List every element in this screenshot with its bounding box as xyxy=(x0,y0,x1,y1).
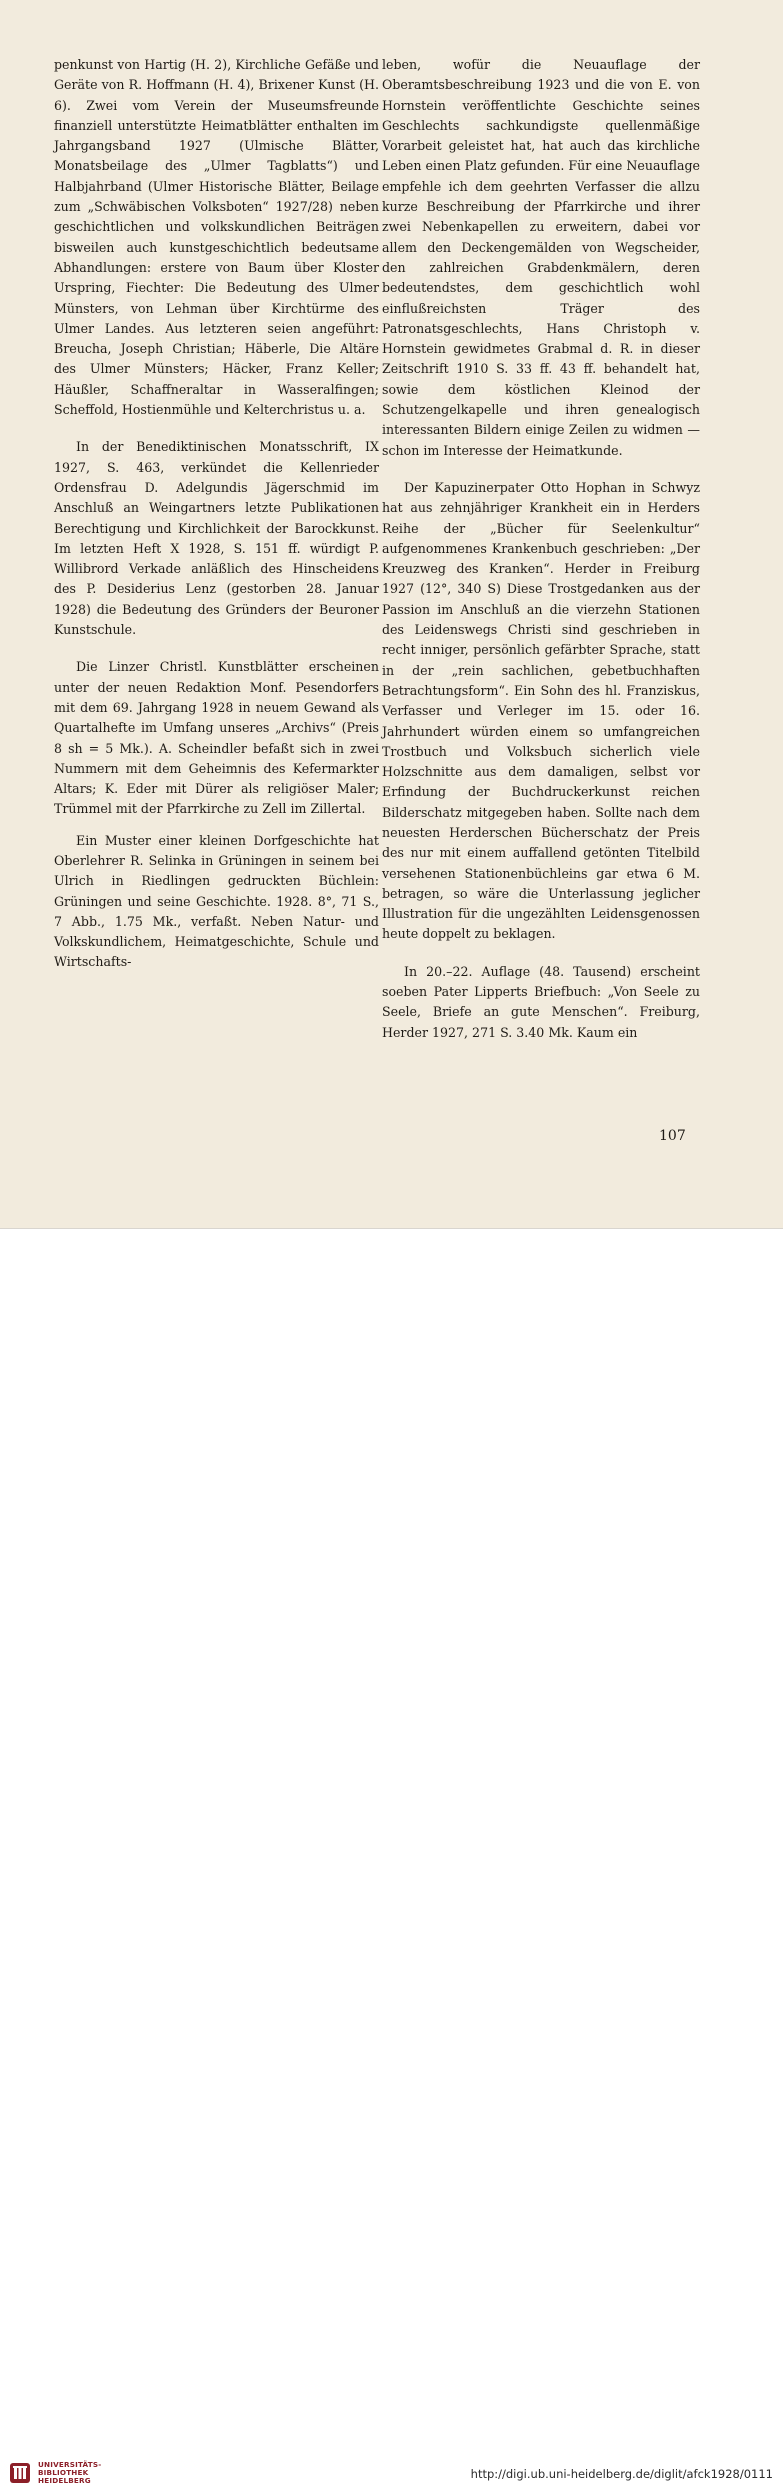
scanned-page xyxy=(0,0,783,1228)
library-name-line: BIBLIOTHEK xyxy=(38,2468,89,2478)
paragraph-left-1: penkunst von Hartig (H. 2), Kirchliche Gefäße und Geräte von R. Hoffmann (H. 4), Brixener Kunst (H. 6). Zwei vom Verein der Museumsfreunde finanziell unterstützte Heimatblätter enthalten im Jahrgangsband 1927 (Ulmische Blätter, Monatsbeilage des „Ulmer Tagblatts“) und Halbjahrband (Ulmer Historische Blätter, Beilage zum „Schwäbischen Volksboten“ 1927/28) neben geschichtlichen und volkskundlichen Beiträgen bisweilen auch kunstgeschichtlich bedeutsame Abhandlungen: erstere von Baum über Kloster Urspring, Fiechter: Die Bedeutung des Ulmer Münsters, von Lehman über Kirchtürme des Ulmer Landes. Aus letzteren seien angeführt: Breucha, Joseph Christian; Häberle, Die Altäre des Ulmer Münsters; Häcker, Franz Keller; Häußler, Schaffneraltar in Wasseralfingen; Scheffold, Hostienmühle und Kelterchristus u. a. xyxy=(54,57,379,418)
paragraph-left-3: Die Linzer Christl. Kunstblätter erscheinen unter der neuen Redaktion Monf. Pesendorfers mit dem 69. Jahrgang 1928 in neuem Gewand als Quartalhefte im Umfang unseres „Archivs“ (Preis 8 sh = 5 Mk.). A. Scheindler befaßt sich in zwei Nummern mit dem Geheimnis des Kefermarkter Altars; K. Eder mit Dürer als religiöser Maler; Trümmel mit der Pfarrkirche zu Zell im Zillertal. xyxy=(54,659,379,817)
right-text-column xyxy=(382,55,700,1043)
paragraph-right-3: In 20.–22. Auflage (48. Tausend) erscheint soeben Pater Lipperts Briefbuch: „Von Seele zu Seele, Briefe an gute Menschen“. Freiburg, Herder 1927, 271 S. 3.40 Mk. Kaum ein xyxy=(382,963,700,1040)
paragraph-left-4: Ein Muster einer kleinen Dorfgeschichte hat Oberlehrer R. Selinka in Grüningen in seinem bei Ulrich in Riedlingen gedruckten Büchlein: Grüningen und seine Geschichte. 1928. 8°, 71 S., 7 Abb., 1.75 Mk., verfaßt. Neben Natur- und Volkskundlichem, Heimatgeschichte, Schule und Wirtschafts- xyxy=(54,832,379,970)
paragraph-right-2: Der Kapuzinerpater Otto Hophan in Schwyz hat aus zehnjähriger Krankheit ein in Herders Reihe der „Bücher für Seelenkultur“ aufgenommenes Krankenbuch geschrieben: „Der Kreuzweg des Kranken“. Herder in Freiburg 1927 (12°, 340 S) Diese Trostgedanken aus der Passion im Anschluß an die vierzehn Stationen des Leidenswegs Christi sind geschrieben in recht inniger, persönlich gefärbter Sprache, statt in der „rein sachlichen, gebetbuchhaften Betrachtungsform“. Ein Sohn des hl. Franziskus, Verfasser und Verleger im 15. oder 16. Jahrhundert würden einem so umfangreichen Trostbuch und Volksbuch sicherlich viele Holzschnitte aus dem damaligen, selbst vor Erfindung der Buchdruckerkunst reichen Bilderschatz mitgegeben haben. Sollte nach dem neuesten Herderschen Bücherschatz der Preis des nur mit einem auffallend getönten Titelbild versehenen Stationenbüchleins gar etwa 6 M. betragen, so wäre die Unterlassung jeglicher Illustration für die ungezählten Leidensgenossen heute doppelt zu beklagen. xyxy=(382,479,700,942)
library-name xyxy=(38,2461,101,2486)
page-number: 107 xyxy=(659,1128,686,1144)
paragraph-right-1: leben, wofür die Neuauflage der Oberamtsbeschreibung 1923 und die von E. von Hornstein veröffentlichte Geschichte seines Geschlechts sachkundigste quellenmäßige Vorarbeit geleistet hat, hat auch das kirchliche Leben einen Platz gefunden. Für eine Neuauflage empfehle ich dem geehrten Verfasser die allzu kurze Beschreibung der Pfarrkirche und ihrer zwei Nebenkapellen zu erweitern, dabei vor allem den Deckengemälden von Wegscheider, den zahlreichen Grabdenkmälern, deren bedeutendstes, dem geschichtlich wohl einflußreichsten Träger des Patronatsgeschlechts, Hans Christoph v. Hornstein gewidmetes Grabmal d. R. in dieser Zeitschrift 1910 S. 33 ff. 43 ff. behandelt hat, sowie dem köstlichen Kleinod der Schutzengelkapelle und ihren genealogisch interessanten Bildern einige Zeilen zu widmen — schon im Interesse der Heimatkunde. xyxy=(382,57,700,458)
university-seal-icon xyxy=(9,2462,31,2484)
viewer-footer xyxy=(0,1228,783,2486)
left-text-column xyxy=(54,55,379,973)
library-name-line: UNIVERSITÄTS- xyxy=(38,2460,102,2469)
source-url-link[interactable]: http://digi.ub.uni-heidelberg.de/diglit/afck1928/0111 xyxy=(470,2467,773,2481)
paragraph-left-2: In der Benediktinischen Monatsschrift, IX 1927, S. 463, verkündet die Kellenrieder Ordensfrau D. Adelgundis Jägerschmid im Anschluß an Weingartners letzte Publikationen Berechtigung und Kirchlichkeit der Barockkunst. Im letzten Heft X 1928, S. 151 ff. würdigt P. Willibrord Verkade anläßlich des Hinscheidens des P. Desiderius Lenz (gestorben 28. Januar 1928) die Bedeutung des Gründers der Beuroner Kunstschule. xyxy=(54,439,379,638)
library-name-line: HEIDELBERG xyxy=(38,2476,91,2486)
